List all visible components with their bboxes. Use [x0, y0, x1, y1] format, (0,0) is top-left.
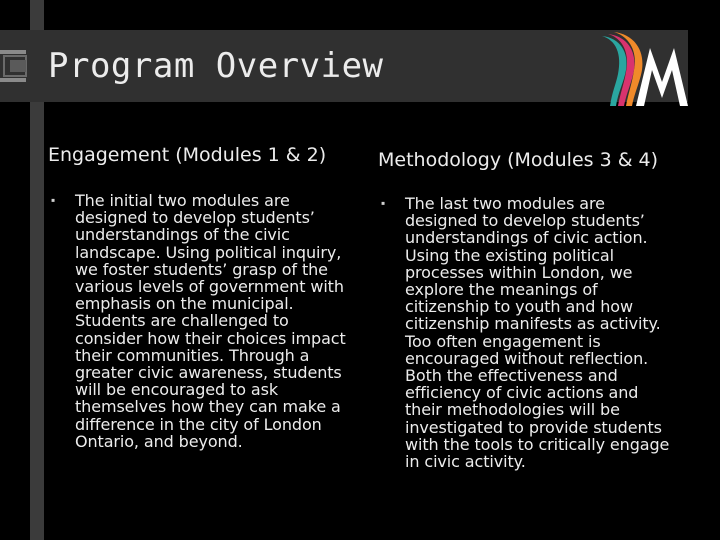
page-title: Program Overview [48, 46, 384, 86]
engagement-column [48, 142, 358, 450]
methodology-heading: Methodology (Modules 3 & 4) [378, 149, 659, 171]
methodology-description: The last two modules are designed to develop students’ understandings of civic action. Using the existing political processes within London, we explore the meanings of citizenship to youth and how citizenship manifests as activity. Too often engagement is encouraged without reflection. Both the effectiveness and efficiency of civic actions and their methodologies will be investigated to provide students with the tools to critically engage in civic activity. [405, 194, 670, 472]
corner-decoration-icon [0, 48, 30, 84]
square-bullet-icon: ▪ [381, 196, 386, 210]
list-item [378, 195, 678, 470]
methodology-column [378, 142, 678, 470]
engagement-description: The initial two modules are designed to develop students’ understandings of the civic landscape. Using political inquiry, we foster students’ grasp of the various levels of government with emphasis on the municipal. Students are challenged to consider how their choices impact their communities. Through a greater civic awareness, students will be encouraged to ask themselves how they can make a difference in the city of London Ontario, and beyond. [75, 191, 346, 451]
stylized-m-logo-icon [596, 28, 692, 110]
square-bullet-icon: ▪ [51, 193, 56, 207]
engagement-heading: Engagement (Modules 1 & 2) [48, 144, 327, 166]
list-item [48, 192, 358, 450]
